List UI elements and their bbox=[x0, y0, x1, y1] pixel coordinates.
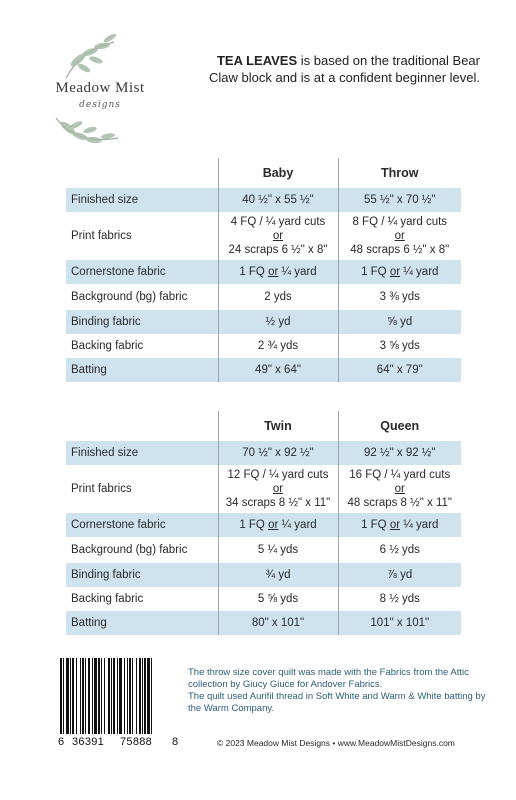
barcode bbox=[58, 658, 180, 751]
row-label: Print fabrics bbox=[71, 483, 132, 495]
pattern-title: TEA LEAVES bbox=[216, 53, 298, 68]
cell-value: ⅞ yd bbox=[338, 563, 461, 587]
cell-value: 101" x 101" bbox=[338, 611, 461, 635]
cell-value bbox=[338, 212, 461, 260]
table-row bbox=[66, 441, 461, 465]
table-row bbox=[66, 334, 461, 358]
barcode-digit-group: 8 bbox=[172, 736, 179, 748]
cell-value: 70 ½" x 92 ½" bbox=[218, 441, 338, 465]
row-label: Background (bg) fabric bbox=[71, 544, 188, 556]
logo-wordmark: Meadow Mist bbox=[55, 80, 145, 96]
cell-part: ¼ yard bbox=[400, 519, 439, 531]
barcode-bar bbox=[151, 658, 152, 734]
row-label: Print fabrics bbox=[71, 230, 132, 242]
header-throw: Throw bbox=[338, 158, 461, 188]
cell-value: 92 ½" x 92 ½" bbox=[338, 441, 461, 465]
cell-or: or bbox=[394, 483, 405, 495]
table-row bbox=[66, 563, 461, 587]
barcode-bar bbox=[129, 658, 131, 734]
barcode-bar bbox=[82, 658, 84, 734]
table-row bbox=[66, 465, 461, 513]
row-label: Finished size bbox=[66, 441, 218, 465]
table-header-row bbox=[66, 411, 461, 441]
barcode-bar bbox=[136, 658, 137, 734]
cell-or: or bbox=[394, 230, 405, 242]
barcode-bar bbox=[111, 658, 112, 734]
cell-value: 6 ½ yds bbox=[338, 537, 461, 563]
barcode-bar bbox=[94, 658, 97, 734]
cell-value bbox=[338, 260, 461, 284]
table-row bbox=[66, 260, 461, 284]
header-queen: Queen bbox=[338, 411, 461, 441]
barcode-bar bbox=[98, 658, 100, 734]
row-label: Binding fabric bbox=[66, 563, 218, 587]
barcode-bar bbox=[85, 658, 86, 734]
row-label: Cornerstone fabric bbox=[66, 260, 218, 284]
cell-line: 24 scraps 6 ½" x 8" bbox=[228, 244, 328, 256]
copyright-footer: © 2023 Meadow Mist Designs • www.MeadowMistDesigns.com bbox=[217, 738, 455, 748]
table-row bbox=[66, 212, 461, 260]
cell-value: 3 ⅜ yds bbox=[338, 284, 461, 310]
credits-fabric: The throw size cover quilt was made with the Fabrics from the Attic collection by Giucy Giuce for Andover Fabrics. bbox=[188, 667, 469, 690]
barcode-bar bbox=[124, 658, 125, 734]
cell-value bbox=[218, 212, 338, 260]
cell-line: 12 FQ / ¼ yard cuts bbox=[227, 469, 329, 481]
barcode-bar bbox=[113, 658, 115, 734]
barcode-icon bbox=[58, 658, 180, 738]
cell-value bbox=[338, 513, 461, 537]
barcode-bar bbox=[92, 658, 93, 734]
cell-value: 2 ¾ yds bbox=[218, 334, 338, 358]
barcode-bar bbox=[60, 658, 62, 734]
row-label: Finished size bbox=[66, 188, 218, 212]
row-label: Batting bbox=[66, 611, 218, 635]
barcode-bar bbox=[104, 658, 105, 734]
header-empty bbox=[66, 158, 218, 188]
cell-value bbox=[218, 465, 338, 513]
table-row bbox=[66, 310, 461, 334]
table-row bbox=[66, 513, 461, 537]
credits-thread: The quilt used Aurifil thread in Soft White and Warm & White batting by the Warm Company. bbox=[188, 691, 486, 714]
brand-logo bbox=[26, 30, 166, 155]
cell-value: 8 ½ yds bbox=[338, 587, 461, 611]
cell-or: or bbox=[272, 230, 284, 242]
cell-part: ¼ yard bbox=[400, 266, 439, 278]
cell-value: 49" x 64" bbox=[218, 358, 338, 382]
barcode-bar bbox=[144, 658, 146, 734]
barcode-bar bbox=[147, 658, 150, 734]
row-label: Background (bg) fabric bbox=[71, 291, 188, 303]
cell-value: 2 yds bbox=[218, 284, 338, 310]
cell-or: or bbox=[389, 519, 401, 531]
header-baby: Baby bbox=[218, 158, 338, 188]
barcode-bar bbox=[119, 658, 122, 734]
table-header-row bbox=[66, 158, 461, 188]
cell-value: 55 ½" x 70 ½" bbox=[338, 188, 461, 212]
cell-part: 1 FQ bbox=[361, 266, 390, 278]
barcode-bar bbox=[66, 658, 69, 734]
cell-value: 80" x 101" bbox=[218, 611, 338, 635]
cell-value: ½ yd bbox=[218, 310, 338, 334]
cell-line: 16 FQ / ¼ yard cuts bbox=[349, 469, 451, 481]
cell-part: 1 FQ bbox=[361, 519, 390, 531]
cell-line: 34 scraps 8 ½" x 11" bbox=[225, 497, 331, 509]
barcode-bar bbox=[80, 658, 81, 734]
cell-or: or bbox=[268, 519, 279, 531]
cell-or: or bbox=[272, 483, 284, 495]
table-row bbox=[66, 284, 461, 310]
barcode-bar bbox=[88, 658, 90, 734]
cell-value: 3 ⅝ yds bbox=[338, 334, 461, 358]
cell-or: or bbox=[268, 266, 279, 278]
fabric-requirements-table-twin-queen bbox=[66, 411, 461, 635]
cell-line: 48 scraps 8 ½" x 11" bbox=[347, 497, 452, 509]
pattern-intro bbox=[190, 52, 480, 86]
cell-value: 5 ⅝ yds bbox=[218, 587, 338, 611]
cell-or: or bbox=[389, 266, 401, 278]
barcode-bar bbox=[70, 658, 71, 734]
row-label: Backing fabric bbox=[71, 340, 144, 352]
table-row bbox=[66, 358, 461, 382]
barcode-bar bbox=[108, 658, 110, 734]
cell-value bbox=[218, 260, 338, 284]
barcode-bar bbox=[101, 658, 102, 734]
barcode-digit-group: 75888 bbox=[120, 736, 153, 748]
barcode-bar bbox=[139, 658, 141, 734]
barcode-bar bbox=[63, 658, 64, 734]
barcode-bar bbox=[127, 658, 128, 734]
pattern-description: is based on the traditional Bear Claw block and is at a confident beginner level. bbox=[209, 53, 480, 85]
barcode-bar bbox=[117, 658, 118, 734]
cell-value bbox=[218, 513, 338, 537]
barcode-digit-group: 6 bbox=[58, 736, 65, 748]
cell-line: 4 FQ / ¼ yard cuts bbox=[230, 216, 326, 228]
cell-value: ⅝ yd bbox=[338, 310, 461, 334]
cell-part: ¼ yard bbox=[278, 519, 317, 531]
cell-value: 64" x 79" bbox=[338, 358, 461, 382]
barcode-bar bbox=[142, 658, 143, 734]
row-label: Binding fabric bbox=[66, 310, 218, 334]
table-row bbox=[66, 587, 461, 611]
cell-part: 1 FQ bbox=[239, 519, 269, 531]
fabric-requirements-table-baby-throw bbox=[66, 158, 461, 382]
barcode-bar bbox=[132, 658, 133, 734]
cell-value bbox=[338, 465, 461, 513]
barcode-bar bbox=[76, 658, 77, 734]
row-label: Batting bbox=[66, 358, 218, 382]
table-row bbox=[66, 188, 461, 212]
cell-line: 8 FQ / ¼ yard cuts bbox=[352, 216, 448, 228]
cell-part: 1 FQ bbox=[239, 266, 269, 278]
table-row bbox=[66, 611, 461, 635]
row-label: Cornerstone fabric bbox=[66, 513, 218, 537]
barcode-digit-group: 36391 bbox=[72, 736, 105, 748]
barcode-bar bbox=[72, 658, 74, 734]
table-row bbox=[66, 537, 461, 563]
cell-value: ¾ yd bbox=[218, 563, 338, 587]
cell-value: 40 ½" x 55 ½" bbox=[218, 188, 338, 212]
cell-value: 5 ¼ yds bbox=[218, 537, 338, 563]
header-empty bbox=[66, 411, 218, 441]
cell-part: ¼ yard bbox=[278, 266, 317, 278]
row-label: Backing fabric bbox=[71, 593, 144, 605]
cell-line: 48 scraps 6 ½" x 8" bbox=[350, 244, 450, 256]
quilt-credits bbox=[188, 667, 488, 715]
header-twin: Twin bbox=[218, 411, 338, 441]
logo-tagline: designs bbox=[79, 100, 121, 110]
